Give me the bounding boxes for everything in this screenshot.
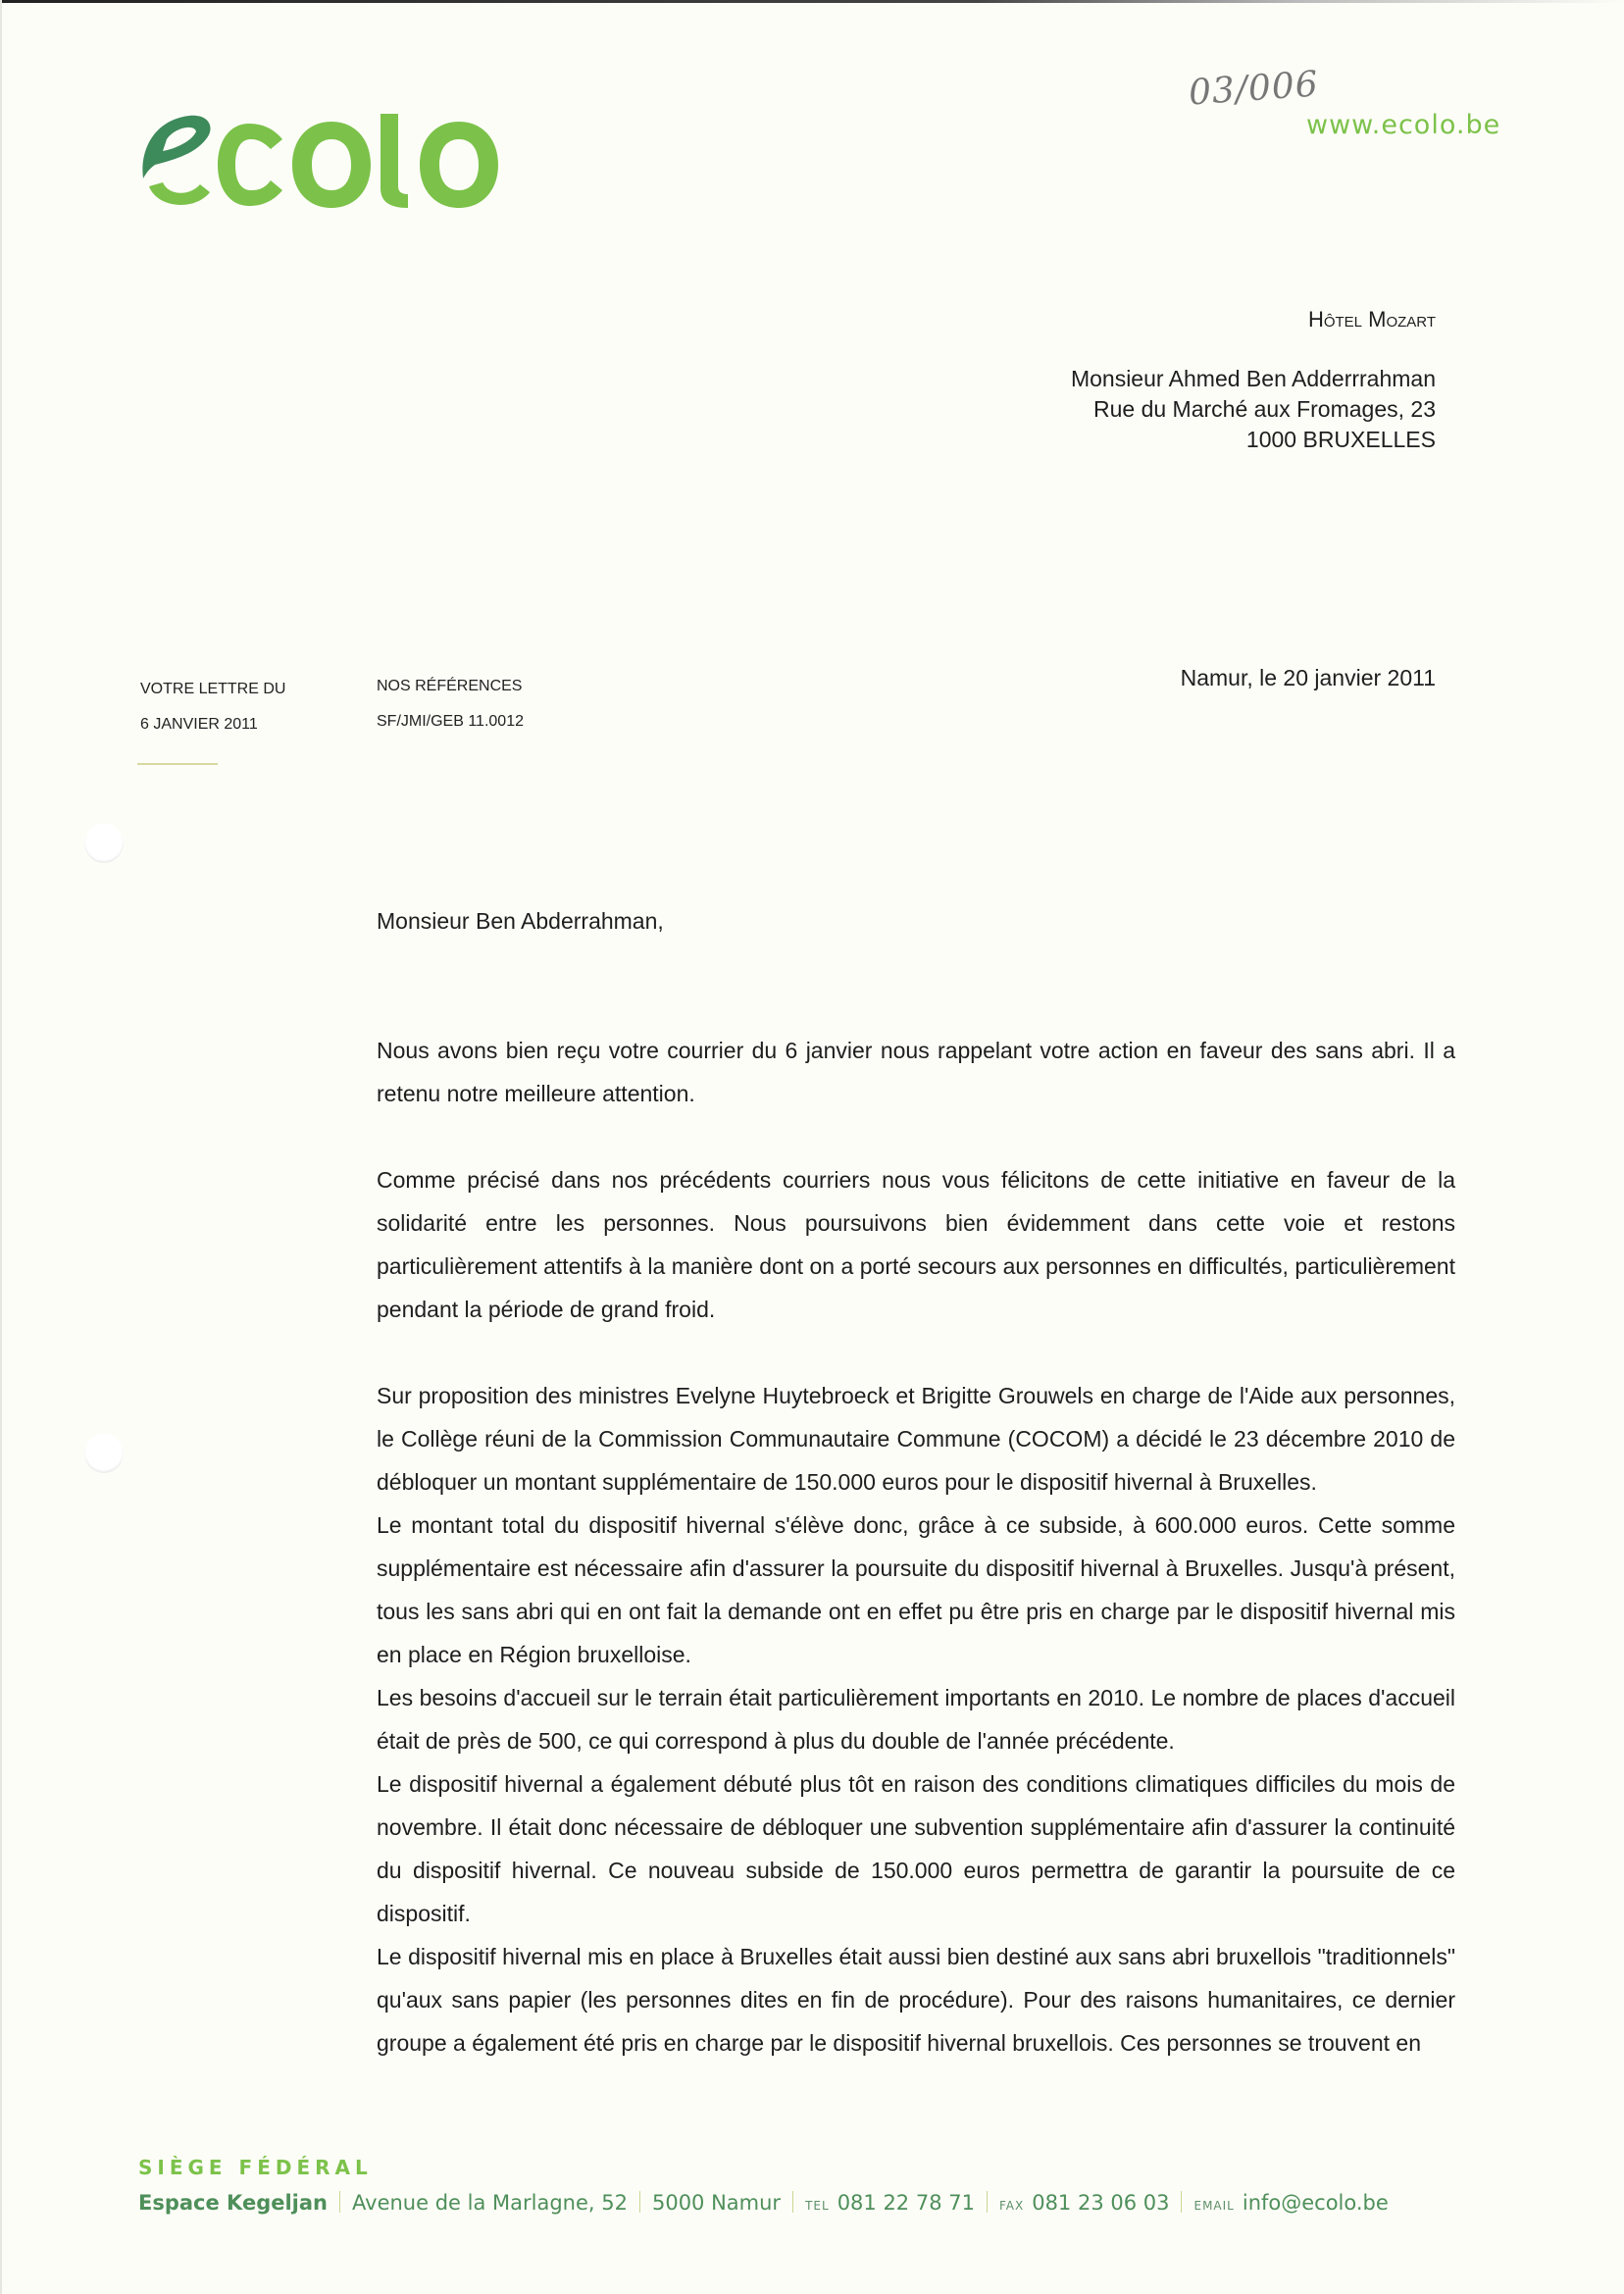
- ecolo-logo: [135, 110, 528, 213]
- recipient-street: Rue du Marché aux Fromages, 23: [1092, 396, 1436, 422]
- paragraph: Le dispositif hivernal a également débuté plus tôt en raison des conditions climatiques difficiles du mois de novembre. Il était donc nécessaire de débloquer une subvention supplémentaire afin d'assurer la continuité du dispositif hivernal. Ce nouveau subside de 150.000 euros permettra de garantir la poursuite de ce dispositif.: [377, 1771, 1455, 1926]
- tel-label: TEL: [805, 2199, 830, 2213]
- paragraph: Les besoins d'accueil sur le terrain était particulièrement importants en 2010. Le nombre de places d'accueil était de près de 500, ce qui correspond à plus du double de l'année précédente.: [377, 1685, 1455, 1754]
- separator: [339, 2191, 340, 2213]
- footer-contact-line: [138, 2191, 1389, 2215]
- footer-fax: 081 23 06 03: [1032, 2191, 1170, 2215]
- punch-hole: [84, 1434, 124, 1473]
- your-letter-date: 6 JANVIER 2011: [140, 716, 258, 733]
- recipient-city: 1000 BRUXELLES: [1245, 427, 1436, 452]
- logo-leaf-e: [142, 116, 210, 178]
- footer-org: Espace Kegeljan: [138, 2191, 328, 2215]
- paragraph: Sur proposition des ministres Evelyne Huytebroeck et Brigitte Grouwels en charge de l'Aide aux personnes, le Collège réuni de la Commission Communautaire Commune (COCOM) a décidé le 23 décembre 2010 de débloquer un montant supplémentaire de 150.000 euros pour le dispositif hivernal à Bruxelles.: [377, 1383, 1455, 1495]
- recipient-hotel: Hôtel Mozart: [1307, 307, 1436, 331]
- letterhead-footer: [138, 2156, 1389, 2215]
- footer-street: Avenue de la Marlagne, 52: [352, 2191, 628, 2215]
- website-link[interactable]: www.ecolo.be: [1306, 110, 1501, 140]
- salutation: Monsieur Ben Abderrahman,: [377, 908, 664, 934]
- paragraph: Le montant total du dispositif hivernal s'élève donc, grâce à ce subside, à 600.000 euros. Cette somme supplémentaire est nécessaire afin d'assurer la poursuite du dispositif hivernal à Bruxelles. Jusqu'à présent, tous les sans abri qui en ont fait la demande ont en effet pu être pris en charge par le dispositif hivernal mis en place en Région bruxelloise.: [377, 1512, 1455, 1667]
- footer-city: 5000 Namur: [651, 2191, 782, 2215]
- scan-edge: [0, 0, 1624, 3]
- your-letter-label: VOTRE LETTRE DU: [140, 681, 286, 697]
- separator: [987, 2191, 988, 2213]
- paragraph: Le dispositif hivernal mis en place à Bruxelles était aussi bien destiné aux sans abri bruxellois "traditionnels" qu'aux sans papier (les personnes dites en fin de procédure). Pour des raisons humanitaires, ce dernier groupe a également été pris en charge par le dispositif hivernal bruxellois. Ces personnes se trouvent en: [377, 1944, 1455, 2056]
- footer-email[interactable]: info@ecolo.be: [1242, 2191, 1389, 2215]
- punch-hole: [84, 824, 124, 863]
- references-label: NOS RÉFÉRENCES: [377, 678, 523, 694]
- footer-tel[interactable]: 081 22 78 71: [837, 2191, 975, 2215]
- divider: [137, 763, 218, 765]
- scan-edge-left: [0, 0, 2, 2294]
- recipient-address: [1071, 304, 1436, 455]
- handwritten-note: 03/006: [1187, 64, 1320, 114]
- recipient-name: Monsieur Ahmed Ben Adderrrahman: [1070, 366, 1436, 391]
- logo-o1: [292, 122, 371, 208]
- logo-o2: [420, 122, 498, 208]
- place-date: Namur, le 20 janvier 2011: [1180, 665, 1436, 690]
- logo-c: [218, 124, 282, 206]
- email-label: EMAIL: [1193, 2199, 1235, 2213]
- paragraph: Nous avons bien reçu votre courrier du 6 janvier nous rappelant votre action en faveur des sans abri. Il a retenu notre meilleure attention.: [377, 1038, 1455, 1106]
- your-letter-block: [140, 672, 285, 742]
- separator: [1181, 2191, 1182, 2213]
- references-block: [377, 669, 524, 739]
- footer-title: SIÈGE FÉDÉRAL: [138, 2156, 373, 2179]
- references-value: SF/JMI/GEB 11.0012: [377, 713, 524, 730]
- fax-label: FAX: [998, 2199, 1025, 2213]
- logo-l: [381, 114, 408, 208]
- logo-e-base: [149, 182, 210, 205]
- separator: [792, 2191, 793, 2213]
- paragraph: Comme précisé dans nos précédents courriers nous vous félicitons de cette initiative en faveur de la solidarité entre les personnes. Nous poursuivons bien évidemment dans cette voie et restons particulièrement attentifs à la manière dont on a porté secours aux personnes en difficultés, particulièrement pendant la période de grand froid.: [377, 1167, 1455, 1322]
- separator: [639, 2191, 640, 2213]
- letter-body: [377, 899, 1455, 2065]
